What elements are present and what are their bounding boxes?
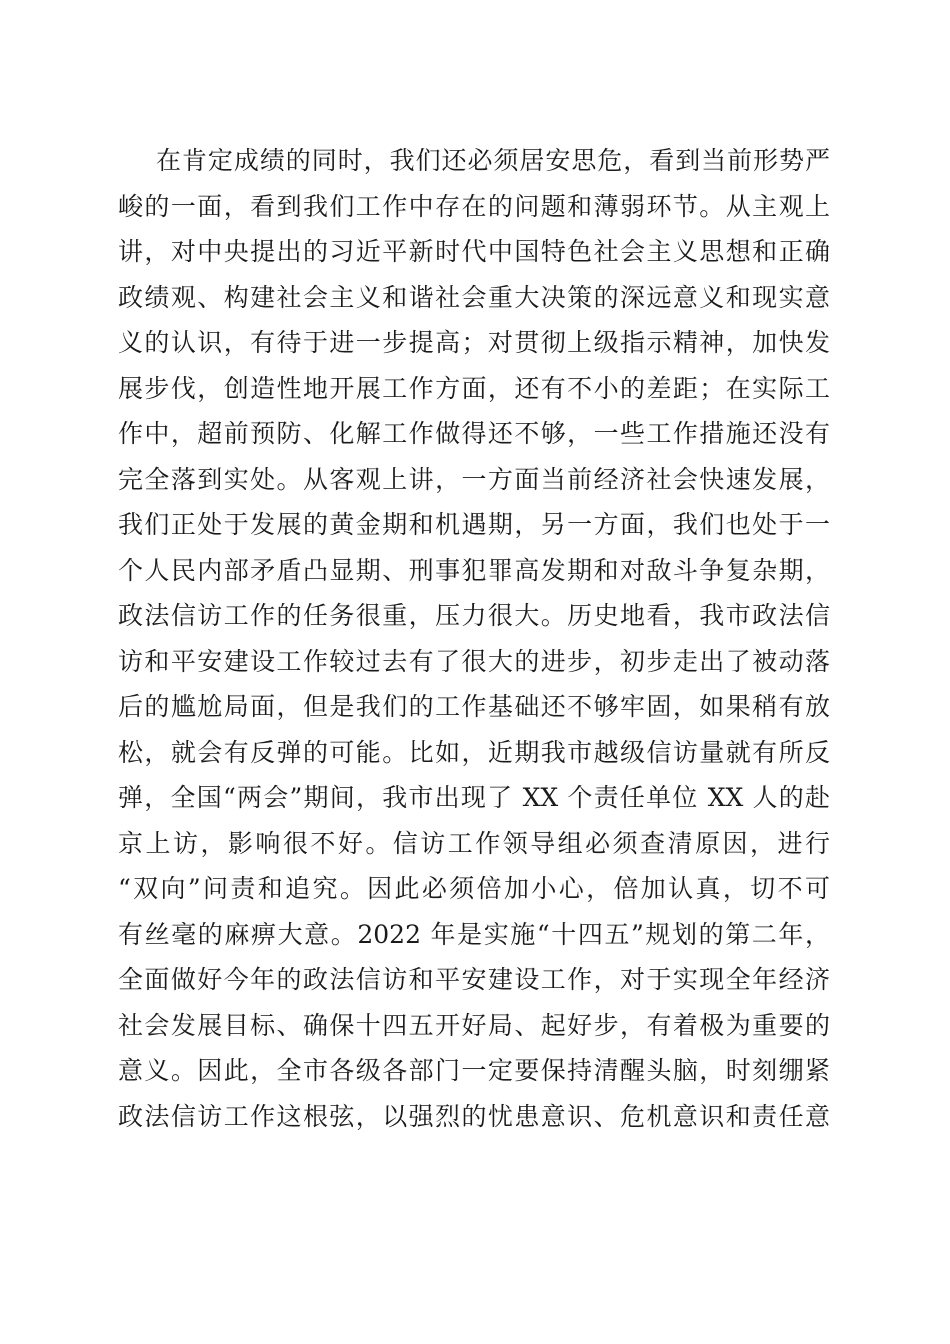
text-line: 意义。因此，全市各级各部门一定要保持清醒头脑，时刻绷紧 — [118, 1056, 830, 1085]
text-line: 社会发展目标、确保十四五开好局、起好步，有着极为重要的 — [118, 1010, 830, 1040]
text-line: “双向”问责和追究。因此必须倍加小心，倍加认真，切不可 — [118, 874, 830, 903]
text-line: 访和平安建设工作较过去有了很大的进步，初步走出了被动落 — [118, 646, 830, 676]
text-line: 展步伐，创造性地开展工作方面，还有不小的差距；在实际工 — [118, 373, 830, 403]
text-line: 松，就会有反弹的可能。比如，近期我市越级信访量就有所反 — [118, 737, 830, 767]
text-line: 义的认识，有待于进一步提高；对贯彻上级指示精神，加快发 — [118, 328, 830, 357]
text-line: 政绩观、构建社会主义和谐社会重大决策的深远意义和现实意 — [118, 282, 830, 312]
text-line: 弹，全国“两会”期间，我市出现了 XX 个责任单位 XX 人的赴 — [118, 783, 830, 812]
text-line: 作中，超前预防、化解工作做得还不够，一些工作措施还没有 — [118, 419, 830, 448]
text-line: 后的尴尬局面，但是我们的工作基础还不够牢固，如果稍有放 — [118, 692, 830, 721]
text-line: 完全落到实处。从客观上讲，一方面当前经济社会快速发展， — [118, 464, 830, 494]
text-line: 在肯定成绩的同时，我们还必须居安思危，看到当前形势严 — [156, 146, 830, 175]
text-line: 全面做好今年的政法信访和平安建设工作，对于实现全年经济 — [118, 965, 830, 994]
text-line: 峻的一面，看到我们工作中存在的问题和薄弱环节。从主观上 — [118, 191, 830, 221]
text-line: 个人民内部矛盾凸显期、刑事犯罪高发期和对敌斗争复杂期， — [118, 555, 830, 585]
text-line: 京上访，影响很不好。信访工作领导组必须查清原因，进行 — [118, 828, 830, 858]
text-line: 讲，对中央提出的习近平新时代中国特色社会主义思想和正确 — [118, 237, 830, 266]
text-line: 有丝毫的麻痹大意。2022 年是实施“十四五”规划的第二年， — [118, 919, 830, 949]
text-line: 我们正处于发展的黄金期和机遇期，另一方面，我们也处于一 — [118, 510, 830, 539]
text-line: 政法信访工作的任务很重，压力很大。历史地看，我市政法信 — [118, 601, 830, 630]
text-line: 政法信访工作这根弦，以强烈的忧患意识、危机意识和责任意 — [118, 1101, 830, 1131]
body-paragraph — [118, 138, 830, 1139]
